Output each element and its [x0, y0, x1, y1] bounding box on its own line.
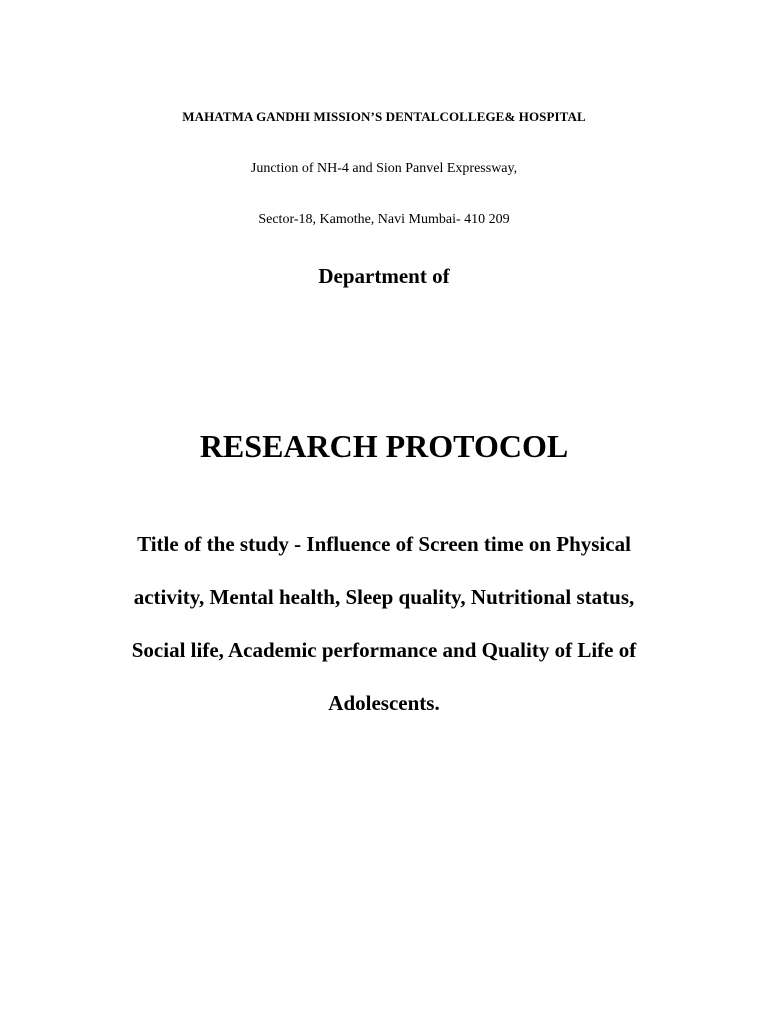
study-title-line: activity, Mental health, Sleep quality, Nutritional status,	[133, 585, 635, 609]
study-title-line: Adolescents.	[328, 691, 440, 715]
document-title: RESEARCH PROTOCOL	[199, 428, 569, 464]
address-line-2: Sector-18, Kamothe, Navi Mumbai- 410 209	[258, 212, 510, 227]
study-title-line: Social life, Academic performance and Quality of Life of	[131, 638, 637, 662]
institution-name: MAHATMA GANDHI MISSION’S DENTALCOLLEGE& HOSPITAL	[182, 109, 586, 124]
address-line-1: Junction of NH-4 and Sion Panvel Expressway,	[250, 161, 518, 176]
department-heading: Department of	[318, 264, 450, 288]
study-title-line: Title of the study - Influence of Screen time on Physical	[137, 532, 631, 556]
study-title	[84, 518, 684, 730]
